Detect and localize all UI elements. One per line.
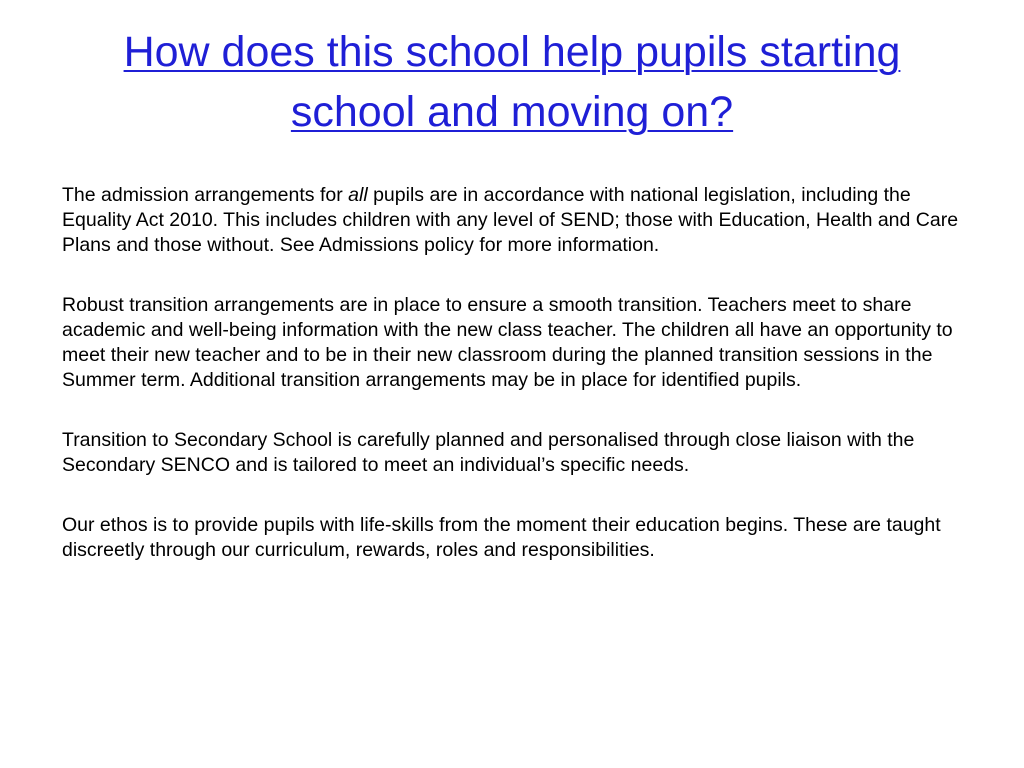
title-link[interactable]: How does this school help pupils starting school and moving on? — [123, 28, 901, 136]
secondary-transition-paragraph: Transition to Secondary School is carefully planned and personalised through close liaison with the Secondary SENCO and is tailored to meet an individual’s specific needs. — [62, 429, 915, 476]
admission-paragraph — [62, 183, 962, 258]
slide-body — [62, 183, 962, 598]
admission-emphasis: all — [348, 184, 368, 206]
ethos-paragraph: Our ethos is to provide pupils with life-skills from the moment their education begins. These are taught discreetly through our curriculum, rewards, roles and responsibilities. — [62, 514, 941, 561]
admission-text-start: The admission arrangements for — [62, 184, 349, 206]
transition-paragraph: Robust transition arrangements are in place to ensure a smooth transition. Teachers meet to share academic and well-being information with the new class teacher. The children all have an opportunity to meet their new teacher and to be in their new classroom during the planned transition sessions in the Summer term. Additional transition arrangements may be in place for identified pupils. — [62, 294, 953, 391]
admission-text-end: pupils are in accordance with national legislation, including the Equality Act 2010. This includes children with any level of SEND; those with Education, Health and Care Plans and those without. See Admissions policy for more information. — [62, 184, 959, 256]
slide-title — [70, 22, 954, 142]
